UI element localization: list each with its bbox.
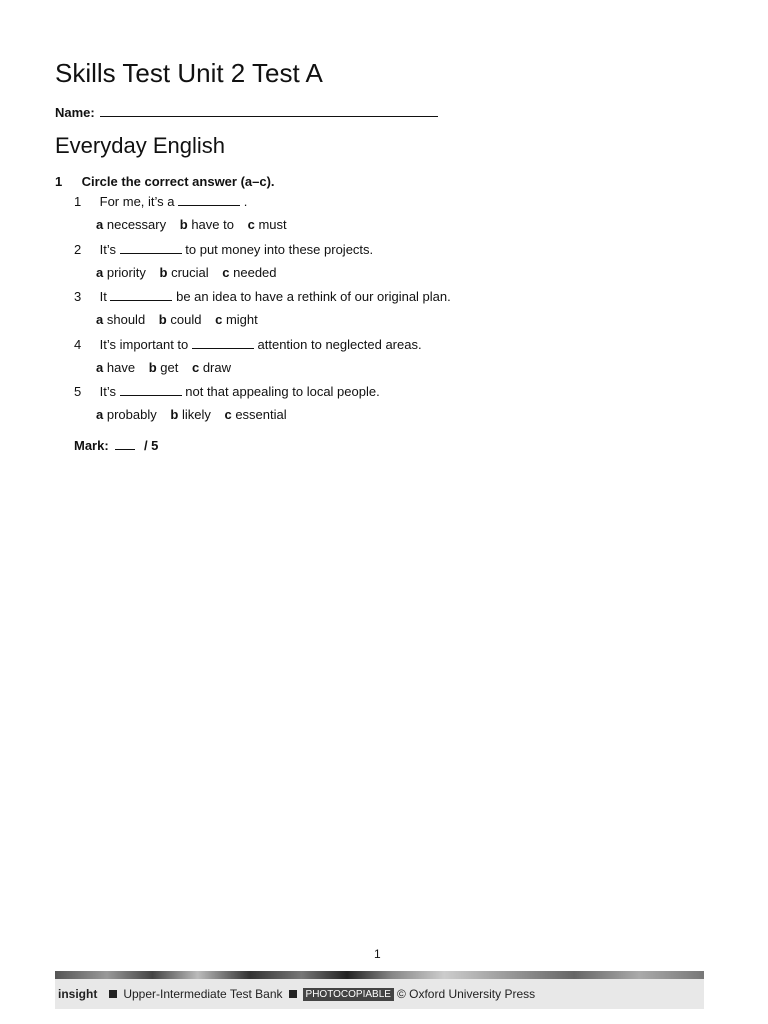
answer-options xyxy=(74,265,594,280)
brand-logo: insight xyxy=(58,987,98,1001)
option-b[interactable]: b have to xyxy=(179,217,234,232)
answer-options xyxy=(74,217,594,232)
mark-label: Mark: xyxy=(74,438,109,453)
question-text-before: It’s xyxy=(99,384,117,399)
mark-blank xyxy=(115,439,135,450)
question-item xyxy=(74,337,594,385)
square-bullet-icon xyxy=(289,990,297,998)
mark-total: / 5 xyxy=(143,438,159,453)
question-text-before: It xyxy=(99,289,107,304)
copyright: © Oxford University Press xyxy=(396,987,536,1001)
option-b[interactable]: b could xyxy=(158,312,202,327)
question-number: 5 xyxy=(74,384,82,399)
question-text-before: It’s xyxy=(99,241,117,257)
question-text-after: to put money into these projects. xyxy=(185,241,374,257)
name-label: Name: xyxy=(55,105,95,120)
product-name: Upper-Intermediate Test Bank xyxy=(123,987,283,1001)
question-number: 4 xyxy=(74,336,82,352)
question-item xyxy=(74,194,594,242)
option-a[interactable]: a should xyxy=(96,312,146,327)
name-blank-line xyxy=(100,104,438,117)
question-text-after: . xyxy=(243,194,248,209)
question-item xyxy=(74,242,594,290)
exercise-instruction-text: Circle the correct answer (a–c). xyxy=(81,174,275,189)
answer-options xyxy=(74,407,594,422)
option-c[interactable]: c might xyxy=(215,312,258,327)
option-b[interactable]: b likely xyxy=(170,407,211,422)
question-text-after: not that appealing to local people. xyxy=(185,384,380,399)
page-title: Skills Test Unit 2 Test A xyxy=(55,58,323,88)
option-a[interactable]: a probably xyxy=(96,407,157,422)
answer-options xyxy=(74,360,594,375)
footer-photo-strip xyxy=(55,971,704,979)
question-number: 2 xyxy=(74,241,82,257)
answer-blank xyxy=(120,385,182,396)
question-item xyxy=(74,289,594,337)
question-item xyxy=(74,384,594,432)
question-text-after: attention to neglected areas. xyxy=(257,336,422,352)
option-c[interactable]: c must xyxy=(247,217,287,232)
option-c[interactable]: c needed xyxy=(222,264,277,280)
question-text-before: For me, it’s a xyxy=(99,194,175,209)
name-field-row xyxy=(55,104,438,120)
page-number: 1 xyxy=(374,947,381,961)
answer-blank xyxy=(110,290,172,301)
exercise-number: 1 xyxy=(55,174,63,189)
question-number: 1 xyxy=(74,194,82,209)
photocopiable-badge: PHOTOCOPIABLE xyxy=(303,988,394,1001)
mark-row xyxy=(74,438,158,453)
answer-blank xyxy=(120,243,182,254)
section-title: Everyday English xyxy=(55,133,225,158)
question-list xyxy=(74,194,594,432)
footer xyxy=(55,979,704,1009)
option-b[interactable]: b get xyxy=(148,359,179,375)
question-text-before: It’s important to xyxy=(99,336,189,352)
answer-options xyxy=(74,312,594,327)
exercise-instruction xyxy=(55,174,275,189)
option-a[interactable]: a have xyxy=(96,359,136,375)
question-number: 3 xyxy=(74,289,82,304)
square-bullet-icon xyxy=(109,990,117,998)
option-c[interactable]: c essential xyxy=(224,407,287,422)
option-c[interactable]: c draw xyxy=(191,359,232,375)
option-a[interactable]: a necessary xyxy=(96,217,167,232)
option-a[interactable]: a priority xyxy=(96,264,146,280)
question-text-after: be an idea to have a rethink of our original plan. xyxy=(176,289,451,304)
answer-blank xyxy=(192,338,254,349)
option-b[interactable]: b crucial xyxy=(159,264,209,280)
answer-blank xyxy=(178,195,240,206)
